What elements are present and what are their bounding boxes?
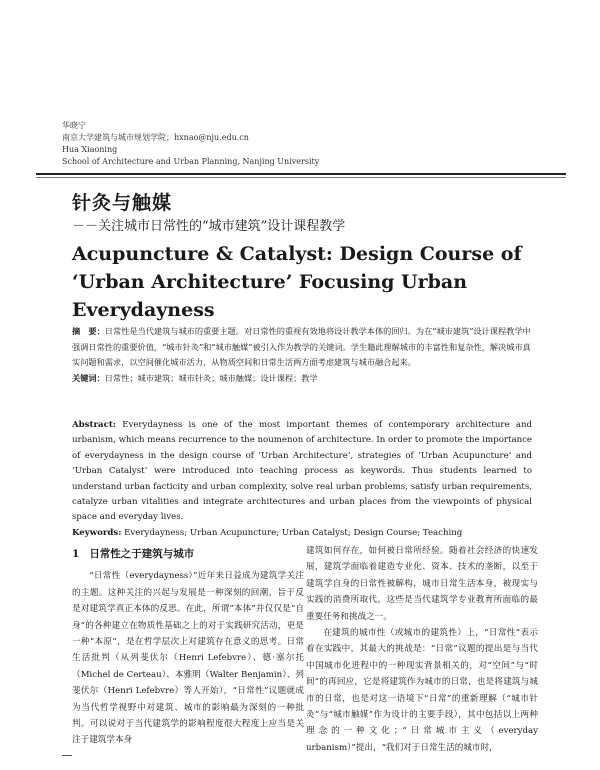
body-column-left xyxy=(72,546,304,749)
title-en-line2: ‘Urban Architecture’ Focusing Urban Everydayness xyxy=(72,271,468,321)
body-column-right xyxy=(306,543,538,756)
author-name-en: Hua Xiaoning xyxy=(62,145,118,154)
header-rule-thin xyxy=(36,177,566,178)
keywords-cn-label: 关键词： xyxy=(72,372,105,383)
keywords-cn: 日常性；城市建筑；城市针灸；城市触媒；设计课程；教学 xyxy=(104,372,318,383)
author-block xyxy=(62,120,319,168)
footnote-mark xyxy=(62,755,72,756)
title-en xyxy=(72,240,552,324)
section-paragraph-2: 在建筑的城市性（或城市的建筑性）上，“日常性”表示着在实践中，其最大的挑战是：“日常”议题的提出是与当代中国城市化进程中的一种现实背景相关的，对“空间”与“时间”的再回应，它是将建筑作为城市的日常，也是将建筑与城市的日常，也是对这一语境下“日常”的重新理解（“城市针灸”与“城市触媒”作为设计的主要手段），其中包括以上两种理念的一种文化；“日常城市主义（everyday urbanism）”提出，“我们对于日常生活的城市时， xyxy=(306,628,538,753)
abstract-en-label: Abstract: xyxy=(72,420,116,430)
author-name-cn: 华晓宁 xyxy=(62,121,86,130)
section-heading xyxy=(72,546,304,562)
section-title: 日常性之于建筑与城市 xyxy=(89,548,195,560)
keywords-en-label: Keywords: xyxy=(72,527,122,538)
title-en-line1: Acupuncture & Catalyst: Design Course of xyxy=(72,243,522,265)
author-affiliation-cn: 南京大学建筑与城市规划学院；hxnao@nju.edu.cn xyxy=(62,133,249,142)
title-cn: 针灸与触媒 xyxy=(72,192,173,214)
subtitle-cn: －－关注城市日常性的“城市建筑”设计课程教学 xyxy=(72,219,346,234)
abstract-en xyxy=(72,418,532,541)
abstract-en-text: Everydayness is one of the most important themes of contemporary architecture and urbanism, which means recurrence to the noumenon of architecture. In order to promote the importance of everydayness in the design course of ‘Urban Architecture’, strategies of ‘Urban Acupuncture’ and ‘Urban Catalyst’ were introduced into teaching process as keywords. Thus students learned to understand urban facticity and urban complexity, solve real urban problems, satisfy urban requirements, catalyze urban vitalities and integrate architectures and urban places from the viewpoints of physical space and everyday lives. xyxy=(72,420,532,523)
header-rule-thick xyxy=(36,173,566,175)
section-number: 1 xyxy=(72,548,80,560)
author-affiliation-en: School of Architecture and Urban Planning, Nanjing University xyxy=(62,157,320,166)
abstract-cn xyxy=(72,324,532,386)
keywords-en: Everydayness; Urban Acupuncture; Urban Catalyst; Design Course; Teaching xyxy=(124,527,463,538)
section-paragraph-1: “日常性（everydayness）”近年来日益成为建筑学关注的主题。这种关注的兴起与发展是一种深刻的回潮，旨于反是对建筑学真正本体的反思。在此，所谓“本体”并仅仅是“自身”的各种建立在物质性基础之上的对于实践研究活动，更是一种“本原”，是在哲学层次上对建筑存在意义的思考。日常生活批判（从列斐伏尔（Henri Lefebvre）、德·塞尔托（Michel de Certeau）、本雅明（Walter Benjamin）、列斐伏尔（Henri Lefebvre）等人开始），“日常性”议题就成为当代哲学视野中对建筑、城市的影响最为深刻的一种批判。可以说对于当代建筑学的影响程度很大程度上应当是关注于建筑学本身 xyxy=(72,571,304,746)
abstract-cn-text: 日常性是当代建筑与城市的重要主题。对日常性的重视有效地将设计教学本体的回归。为在“城市建筑”设计课程教学中强调日常性的重要价值，“城市针灸”和“城市触媒”被引入作为教学的关键词。学生籍此理解城市的丰富性和复杂性，解决城市真实问题和需求，以空间催化城市活力，从物质空间和日常生活两方面考虑建筑与城市融合起来。 xyxy=(72,326,531,367)
abstract-cn-label: 摘 要： xyxy=(72,326,105,336)
section-paragraph-continued: 建筑如何存在，如何被日常所经验。随着社会经济的快速发展，建筑学面临着建造专业化、资本、技术的垄断，以至于建筑学自身的日常性被解构，城市日常生活本身，被现实与实践的消费所取代，这些是当代建筑学专业教育所面临的最重要任务和挑战之一。 xyxy=(306,546,538,622)
